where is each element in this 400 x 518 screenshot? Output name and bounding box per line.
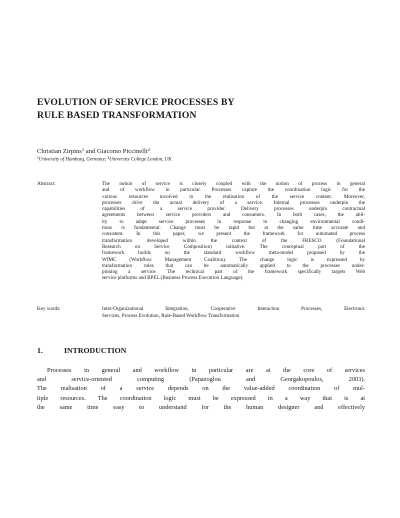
author-affiliation-mark: 1 (81, 147, 85, 152)
section-title: INTRODUCTION (64, 346, 127, 355)
abstract-line: consistent. In this paper, we present the framework for automated process (102, 231, 365, 238)
affiliation-mark: 1 (37, 156, 39, 160)
abstract-line: agreements between service providers and consumers. In both cases, the abil- (102, 212, 365, 219)
abstract-line: Research on Service Composition) initiative. The conceptual part of the (102, 243, 365, 250)
abstract-line: tions is fundamental. Change must be rapid but at the same time accurate and (102, 225, 365, 232)
abstract-line: transformation developed within the context of the FRESCO (Foundational (102, 237, 365, 244)
title-line-2: RULE BASED TRANSFORMATION (37, 109, 197, 121)
title-line-1: EVOLUTION OF SERVICE PROCESSES BY (37, 97, 235, 108)
abstract-label: Abstract: (37, 181, 56, 187)
abstract-line: capabilities of a service provider. Delivery processes underpin contractual (102, 206, 365, 213)
abstract-line: transformation rules that can be automatically applied to the processes under- (102, 262, 365, 269)
keywords-line: Services, Process Evolution, Rule-Based Workflow Transformation (102, 312, 240, 319)
author-conjunction: and (84, 148, 97, 155)
keywords-text (102, 306, 365, 319)
intro-line: and service-oriented computing (Papazoglou and Georgakopoulos, 2003). (37, 376, 365, 384)
author-name: Giacomo Piccinelli (96, 148, 148, 155)
intro-line: Processes in general and workflow in particular are at the core of services (47, 367, 365, 374)
abstract-line: processes drive the actual delivery of a service. Internal processes underpin the (102, 199, 365, 206)
abstract-line: framework builds on the standard workflow meta-model proposed by the (102, 250, 365, 257)
affiliations (37, 155, 357, 164)
section-number: 1. (37, 346, 43, 355)
intro-line: tiple resources. The coordination logic must be expressed in a way that is at (37, 394, 365, 402)
keywords-label: Key words: (37, 306, 61, 312)
paper-title (37, 97, 357, 122)
abstract-line: The notion of service is closely coupled with the notion of process in general (102, 181, 365, 187)
intro-line: The realisation of a service depends on the value-added coordination of mul- (37, 385, 365, 393)
keywords-line: Inter-Organizational Integration, Cooperative Interaction Processes, Electronic (102, 306, 365, 312)
abstract-text (102, 181, 365, 282)
introduction-paragraph (37, 366, 365, 412)
abstract-line: service platforms and BPEL (Business Process Execution Language). (102, 275, 244, 282)
author-name: Christian Zirpins (37, 148, 82, 155)
abstract-line: and of workflow in particular. Processes capture the coordination logic for the (102, 187, 365, 194)
affiliation-text: University of Hamburg, Germany; (38, 157, 108, 163)
abstract-line: various resources involved in the realisation of the service content. Moreover, (102, 193, 365, 200)
abstract-line: pinning a service. The technical part of the framework specifically targets Web (102, 269, 365, 276)
abstract-line: ity to adapt service processes in response to changing environmental condi- (102, 218, 365, 225)
author-affiliation-mark: 2 (147, 147, 150, 152)
affiliation-mark: 2 (107, 156, 110, 160)
abstract-line: WfMC (Workflow Management Coalition). The change logic is expressed by (102, 256, 365, 263)
intro-line: the same time easy to understand for the human designer and effectively (37, 403, 365, 411)
affiliation-text: University College London, UK (109, 157, 172, 163)
